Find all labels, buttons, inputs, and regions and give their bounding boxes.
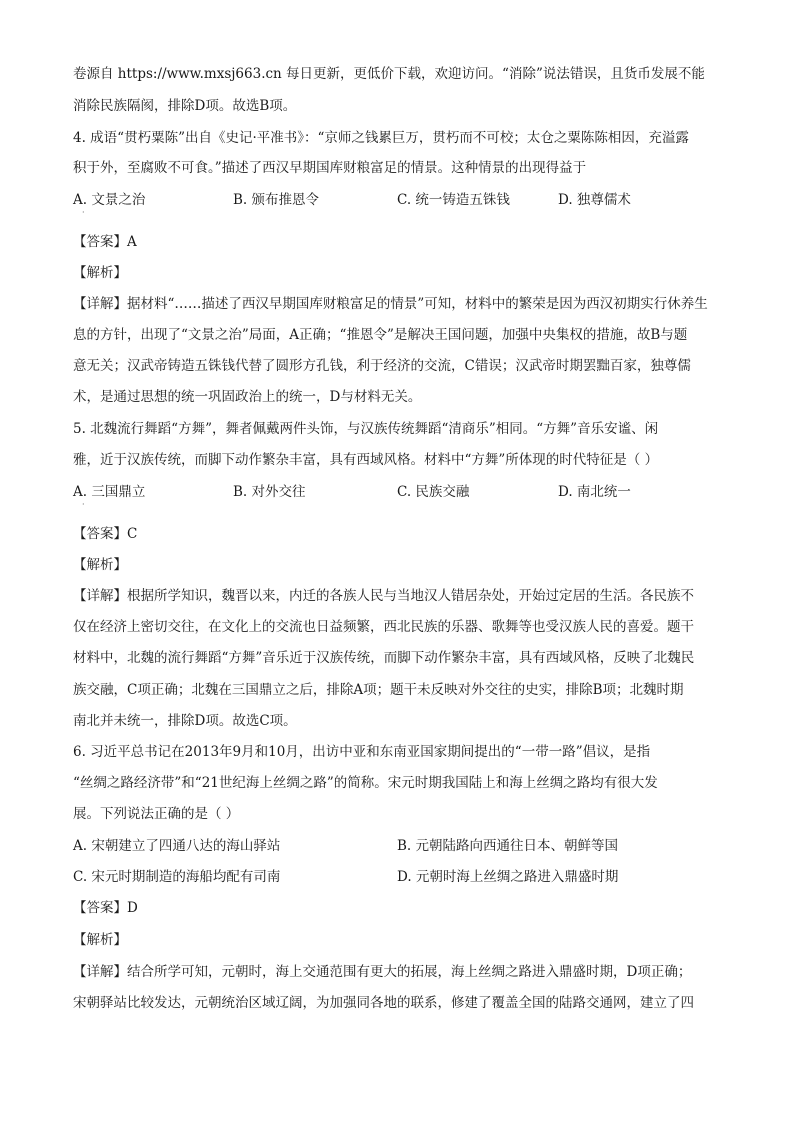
q4-detail-line-2: 息的方针，出现了“文景之治”局面，A正确；“推恩令”是解决王国问题，加强中央集权的措施，故B与题	[73, 327, 688, 343]
bullet-dot: ·	[82, 208, 85, 217]
q6-stem-line-2: “丝绸之路经济带”和“21世纪海上丝绸之路”的简称。宋元时期我国陆上和海上丝绸之路均有很大发	[73, 775, 658, 791]
q5-analysis-heading: 【解析】	[73, 557, 127, 573]
q6-option-b: B. 元朝陆路向西通往日本、朝鲜等国	[397, 838, 619, 854]
q6-option-c: C. 宋元时期制造的海船均配有司南	[73, 869, 281, 885]
q6-detail-line-1: 【详解】结合所学可知，元朝时，海上交通范围有更大的拓展，海上丝绸之路进入鼎盛时期，D项正确；	[73, 964, 692, 980]
q6-stem-line-3: 展。下列说法正确的是（ ）	[73, 806, 240, 822]
q5-detail-line-2: 仅在经济上密切交往，在文化上的交流也日益频繁，西北民族的乐器、歌舞等也受汉族人民的喜爱。题干	[73, 619, 694, 635]
q5-option-c: C. 民族交融	[397, 484, 470, 500]
q6-analysis-heading: 【解析】	[73, 932, 127, 948]
q5-detail-line-4: 族交融，C项正确；北魏在三国鼎立之后，排除A项；题干未反映对外交往的史实，排除B项；北魏时期	[73, 682, 684, 698]
q4-stem-line-1: 4. 成语“贯朽粟陈”出自《史记·平准书》：“京师之钱累巨万，贯朽而不可校；太仓之粟陈陈相因，充溢露	[73, 130, 689, 146]
q4-option-a: A. 文景之治	[73, 192, 146, 208]
q6-answer: 【答案】D	[73, 900, 138, 916]
q6-stem-line-1: 6. 习近平总书记在2013年9月和10月，出访中亚和东南亚国家期间提出的“一带一路”倡议，是指	[73, 744, 651, 760]
q4-option-b: B. 颁布推恩令	[233, 192, 320, 208]
q6-option-a: A. 宋朝建立了四通八达的海山驿站	[73, 838, 281, 854]
q5-stem-line-2: 雅，近于汉族传统，而脚下动作繁杂丰富，具有西域风格。材料中“方舞”所体现的时代特征是（ ）	[73, 452, 659, 468]
q5-option-d: D. 南北统一	[558, 484, 631, 500]
q5-detail-line-5: 南北并未统一，排除D项。故选C项。	[73, 713, 297, 729]
previous-answer-conclusion: 消除民族隔阂，排除D项。故选B项。	[73, 98, 297, 114]
q6-option-d: D. 元朝时海上丝绸之路进入鼎盛时期	[397, 869, 619, 885]
q5-detail-line-3: 材料中，北魏的流行舞蹈“方舞”音乐近于汉族传统，而脚下动作繁杂丰富，具有西域风格，反映了北魏民	[73, 650, 695, 666]
q4-answer: 【答案】A	[73, 234, 137, 250]
q5-detail-line-1: 【详解】根据所学知识，魏晋以来，内迁的各族人民与当地汉人错居杂处，开始过定居的生活。各民族不	[73, 588, 694, 604]
q4-detail-line-1: 【详解】据材料“……描述了西汉早期国库财粮富足的情景”可知，材料中的繁荣是因为西汉初期实行休养生	[73, 296, 708, 312]
q5-answer: 【答案】C	[73, 526, 138, 542]
q4-analysis-heading: 【解析】	[73, 265, 127, 281]
bullet-dot: ·	[82, 500, 85, 509]
q5-option-a: A. 三国鼎立	[73, 484, 146, 500]
q4-detail-line-4: 术，是通过思想的统一巩固政治上的统一，D与材料无关。	[73, 389, 422, 405]
q6-detail-line-2: 宋朝驿站比较发达，元朝统治区域辽阔，为加强同各地的联系，修建了覆盖全国的陆路交通网，建立了四	[73, 995, 694, 1011]
q4-detail-line-3: 意无关；汉武帝铸造五铢钱代替了圆形方孔钱，利于经济的交流，C错误；汉武帝时期罢黜百家，独尊儒	[73, 358, 691, 374]
q4-stem-line-2: 积于外，至腐败不可食。”描述了西汉早期国库财粮富足的情景。这种情景的出现得益于	[73, 160, 587, 176]
q5-option-b: B. 对外交往	[233, 484, 306, 500]
q5-stem-line-1: 5. 北魏流行舞蹈“方舞”，舞者佩戴两件头饰，与汉族传统舞蹈“清商乐”相同。“方舞”音乐安谧、闲	[73, 421, 659, 437]
q4-option-d: D. 独尊儒术	[558, 192, 631, 208]
q4-option-c: C. 统一铸造五铢钱	[397, 192, 510, 208]
header-source-line: 卷源自 https://www.mxsj663.cn 每日更新，更低价下载，欢迎访问。“消除”说法错误，且货币发展不能	[73, 66, 705, 82]
